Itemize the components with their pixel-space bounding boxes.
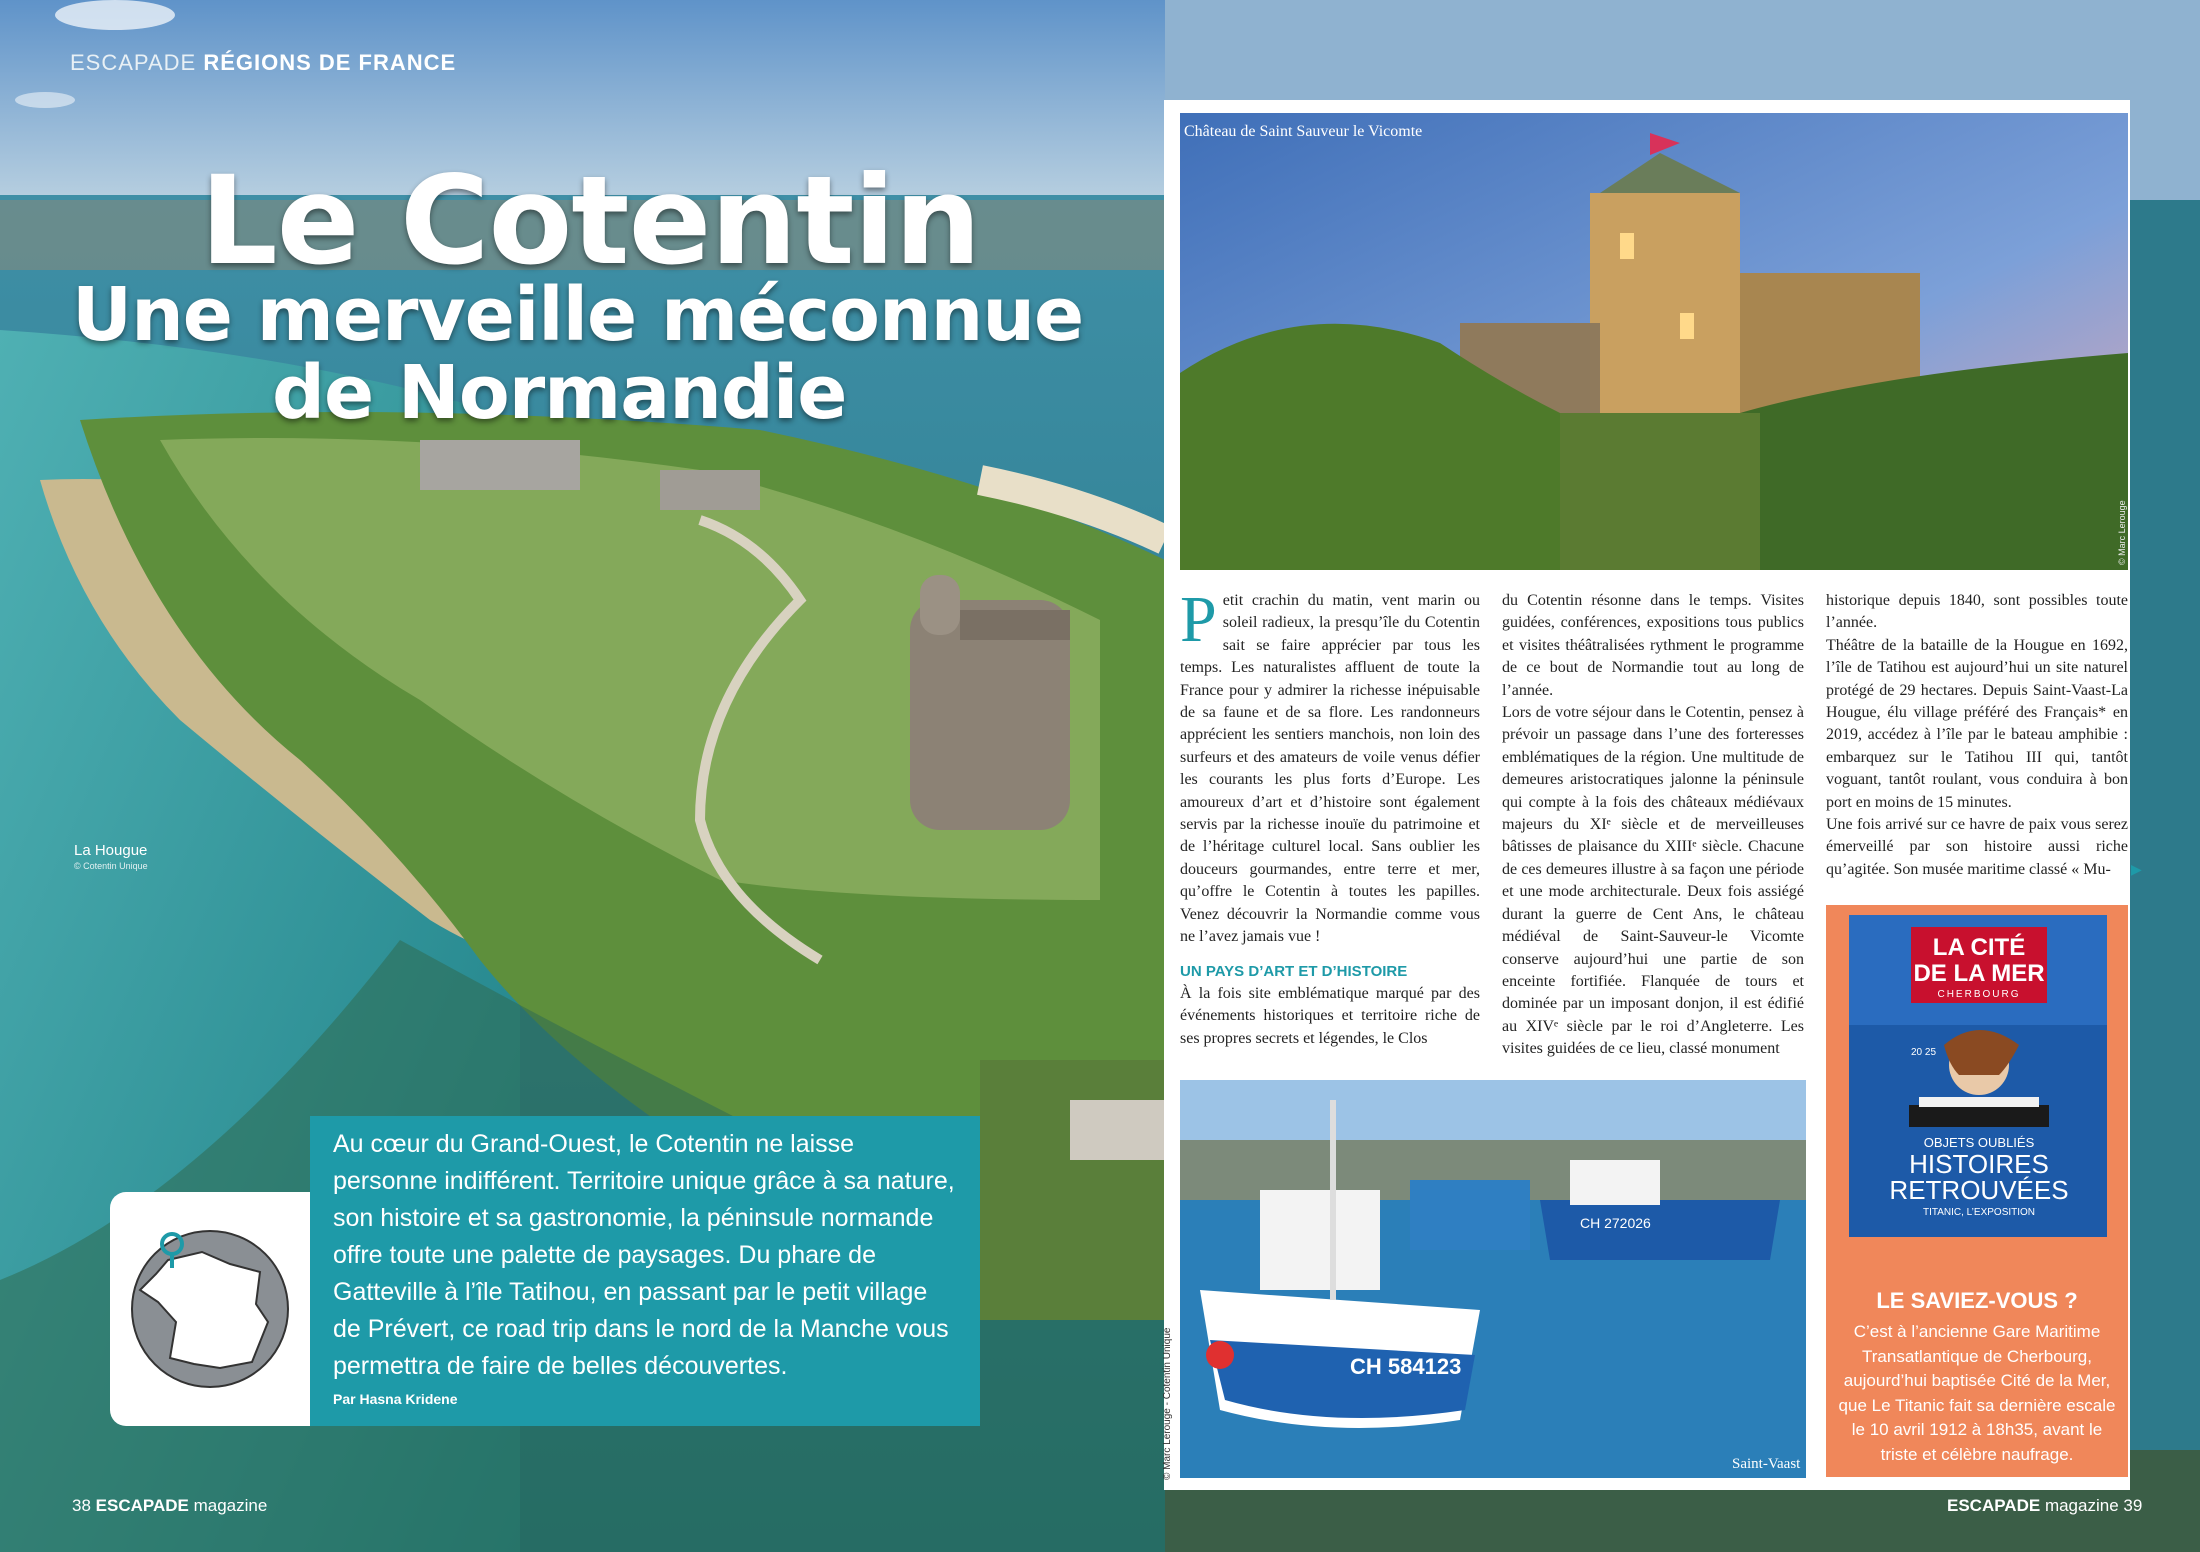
poster-title-line1: LA CITÉ: [1932, 934, 2026, 961]
photo-saint-vaast-harbour: [1180, 1080, 1806, 1478]
section-kicker: ESCAPADE RÉGIONS DE FRANCE: [70, 50, 457, 75]
boat-registration-2: CH 272026: [1580, 1215, 1651, 1231]
exhibition-poster: [1849, 915, 2107, 1237]
poster-year: 20 25: [1911, 1047, 1937, 1058]
folio-left: 38 ESCAPADE magazine: [72, 1496, 268, 1515]
photo-caption-chateau: Château de Saint Sauveur le Vicomte: [1184, 123, 1423, 140]
intro-text: Au cœur du Grand-Ouest, le Cotentin ne laisse personne indifférent. Territoire unique grâce à sa nature, son histoire et sa gastronomie, la péninsule normande offre toute une palette de paysages. Du phare de Gatteville à l’île Tatihou, en passant par le petit village de Prévert, ce road trip dans le nord de la Manche vous permettra de faire de belles découvertes.: [333, 1130, 955, 1380]
sidebar-title: LE SAVIEZ-VOUS ?: [1876, 1288, 2078, 1313]
paragraph: Théâtre de la bataille de la Hougue en 1692, l’île de Tatihou est aujourd’hui un site naturel protégé de 29 hectares. Depuis Saint-Vaast-La Hougue, élu village préféré des Français* en 2019, accédez à l’île par le bateau amphibie : embarquez sur le Tatihou III qui, tantôt voguant, tantôt roulant, vous conduira à bon port en moins de 15 minutes.: [1826, 636, 2128, 811]
title-subline-1: Une merveille méconnue: [72, 272, 1084, 358]
poster-big2: RETROUVÉES: [1889, 1175, 2069, 1205]
sidebar-text: C’est à l’ancienne Gare Maritime Transatlantique de Cherbourg, aujourd’hui baptisée Cité de la Mer, que Le Titanic fait sa dernière escale le 10 avril 1912 à 18h35, avant le triste et célèbre naufrage.: [1838, 1322, 2116, 1464]
article-column-2: [1502, 590, 1804, 1061]
location-map-box: [110, 1192, 310, 1426]
main-title: Le Cotentin: [200, 150, 981, 292]
intro-box: [310, 1116, 980, 1426]
photo-caption-la-hougue: La Hougue © Cotentin Unique: [74, 842, 148, 871]
paragraph: Lors de votre séjour dans le Cotentin, pensez à prévoir un passage dans l’une des forteresses emblématiques de la région. Une multitude de demeures aristocratiques jalonne la péninsule qui compte à la fois des châteaux médiévaux majeurs du XIᵉ siècle et de merveilleuses bâtisses de plaisance du XIIIᵉ siècle. Chacune de ces demeures illustre à sa façon une période et une mode architecturale. Deux fois assiégé durant la guerre de Cent Ans, le château médiéval de Saint-Sauveur-le Vicomte conserve aujourd’hui une partie de son enceinte fortifiée. Flanquée de tours et dominée par un imposant donjon, il est édifié au XIVᵉ siècle par le roi d’Angleterre. Les visites guidées de ce lieu, classé monument: [1502, 704, 1804, 1058]
photo-caption-saint-vaast: Saint-Vaast: [1732, 1456, 1801, 1472]
photo-credit-boat: © Marc Lerouge - Cotentin Unique: [1162, 1327, 1173, 1480]
poster-subtitle: OBJETS OUBLIÉS: [1923, 1135, 2035, 1150]
france-map-icon: [110, 1192, 310, 1426]
paragraph: À la fois site emblématique marqué par des événements historiques et territoire riche de ses propres secrets et légendes, le Clos: [1180, 984, 1480, 1047]
paragraph: historique depuis 1840, sont possibles toute l’année.: [1826, 592, 2128, 632]
continue-arrow-icon: ▶: [2131, 863, 2142, 878]
paragraph: Une fois arrivé sur ce havre de paix vous serez émerveillé par son histoire aussi riche qu’agitée. Son musée maritime classé « Mu-: [1826, 816, 2128, 878]
poster-title-line2: DE LA MER: [1913, 960, 2045, 987]
paragraph: du Cotentin résonne dans le temps. Visites guidées, conférences, expositions tous publics et visites théâtralisées rythment le programme de ce bout de Normandie tout au long de l’année.: [1502, 592, 1804, 699]
section-subhead: UN PAYS D’ART ET D’HISTOIRE: [1180, 962, 1408, 980]
title-subline-2: de Normandie: [272, 350, 847, 436]
byline: Par Hasna Kridene: [333, 1391, 458, 1407]
photo-credit-chateau: © Marc Lerouge: [2117, 500, 2127, 565]
paragraph: etit crachin du matin, vent marin ou soleil radieux, la presqu’île du Cotentin sait se faire apprécier par tous les temps. Les naturalistes affluent de toute la France pour y admirer la richesse inépuisable de sa faune et de sa flore. Les randonneurs apprécient les sentiers manchois, non loin des surfeurs et des amateurs de voile venus défier les courants les plus forts d’Europe. Les amoureux d’art et d’histoire sont également servis par la richesse inouïe du patrimoine et de l’héritage culturel local. Sans oublier les douceurs gourmandes, entre terre et mer, qu’offre le Cotentin à toutes les papilles. Venez découvrir la Normandie comme vous ne l’avez jamais vue !: [1180, 592, 1480, 946]
poster-big1: HISTOIRES: [1909, 1149, 2049, 1179]
photo-chateau-saint-sauveur: [1180, 113, 2128, 570]
article-column-3: [1826, 590, 2128, 881]
drop-cap: P: [1180, 583, 1217, 656]
boat-registration-1: CH 584123: [1350, 1354, 1462, 1379]
poster-city: CHERBOURG: [1937, 989, 2021, 1000]
folio-right: ESCAPADE magazine 39: [1947, 1496, 2143, 1515]
photo-credit: © Cotentin Unique: [74, 861, 148, 871]
article-column-1: [1180, 583, 1480, 1050]
poster-foot: TITANIC, L’EXPOSITION: [1922, 1207, 2036, 1218]
